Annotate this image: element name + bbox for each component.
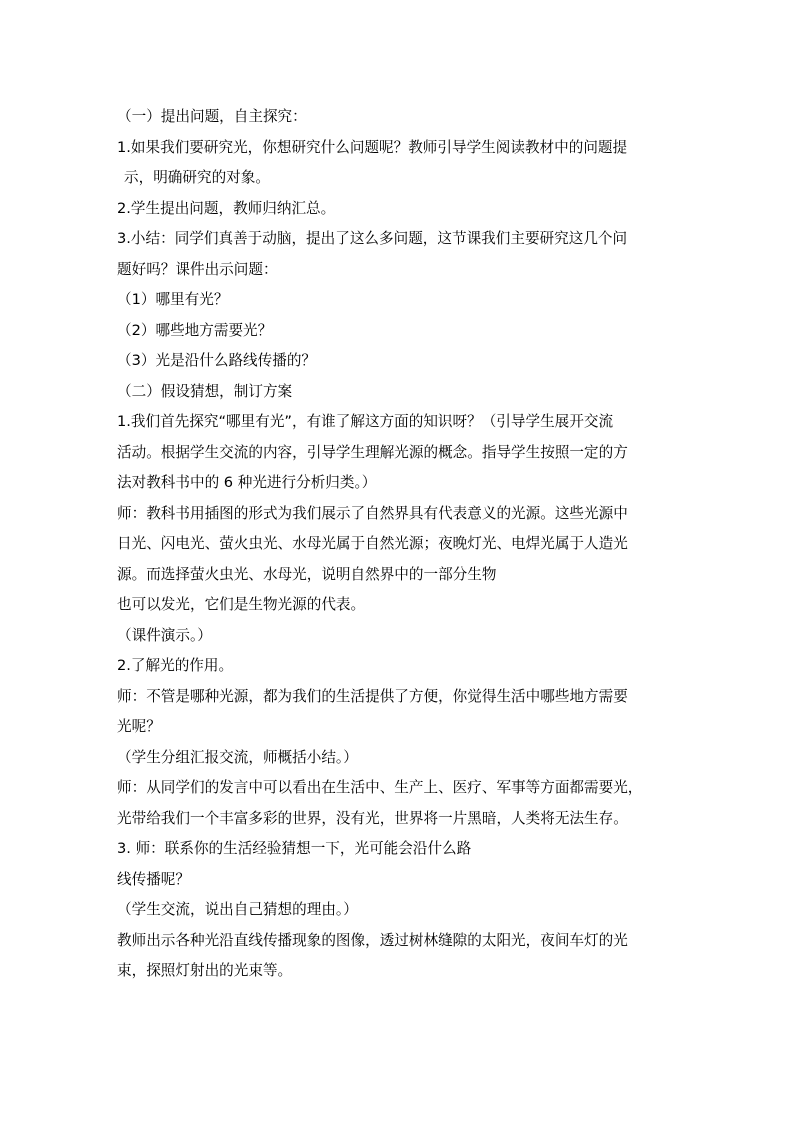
paragraph-line: 线传播呢？ <box>117 870 190 888</box>
paragraph-line: 示，明确研究的对象。 <box>124 169 270 186</box>
question-item: （1）哪里有光？ <box>117 291 229 308</box>
paragraph-line: 源。而选择萤火虫光、水母光，说明自然界中的一部分生物 <box>117 565 497 583</box>
paragraph-line: 活动。根据学生交流的内容，引导学生理解光源的概念。指导学生按照一定的方 <box>117 443 628 461</box>
section-heading-2: （二）假设猜想，制订方案 <box>117 382 293 400</box>
paragraph-line: 2.了解光的作用。 <box>117 657 234 674</box>
paragraph-line: 束，探照灯射出的光束等。 <box>117 962 293 979</box>
paragraph-line: 法对教科书中的 6 种光进行分析归类。） <box>117 474 377 491</box>
paragraph-line: 师：教科书用插图的形式为我们展示了自然界具有代表意义的光源。这些光源中 <box>117 504 628 522</box>
question-item: （3）光是沿什么路线传播的？ <box>117 352 317 369</box>
paragraph-line: 2.学生提出问题，教师归纳汇总。 <box>117 199 336 217</box>
paragraph-line: 师：从同学们的发言中可以看出在生活中、生产上、医疗、军事等方面都需要光， <box>117 779 643 796</box>
paragraph-line: 题好吗？课件出示问题： <box>117 260 278 278</box>
paragraph-line: （课件演示。） <box>117 626 212 644</box>
document-body <box>117 102 685 987</box>
section-heading-1: （一）提出问题，自主探究： <box>117 108 307 125</box>
paragraph-line: 也可以发光，它们是生物光源的代表。 <box>117 596 366 613</box>
paragraph-line: 1.我们首先探究“哪里有光”，有谁了解这方面的知识呀？（引导学生展开交流 <box>117 413 614 430</box>
paragraph-line: 师：不管是哪种光源，都为我们的生活提供了方便，你觉得生活中哪些地方需要 <box>117 687 628 705</box>
paragraph-line: 光带给我们一个丰富多彩的世界，没有光，世界将一片黑暗，人类将无法生存。 <box>117 809 628 827</box>
paragraph-line: 日光、闪电光、萤火虫光、水母光属于自然光源；夜晚灯光、电焊光属于人造光 <box>117 535 628 552</box>
paragraph-line: 3.小结：同学们真善于动脑，提出了这么多问题，这节课我们主要研究这几个问 <box>117 230 628 247</box>
paragraph-line: 光呢？ <box>117 718 161 735</box>
paragraph-line: （学生交流，说出自己猜想的理由。） <box>117 901 358 918</box>
paragraph-line: 3. 师：联系你的生活经验猜想一下，光可能会沿什么路 <box>117 840 472 857</box>
paragraph-line: （学生分组汇报交流，师概括小结。） <box>117 748 358 766</box>
paragraph-line: 1.如果我们要研究光，你想研究什么问题呢？教师引导学生阅读教材中的问题提 <box>117 138 628 156</box>
paragraph-line: 教师出示各种光沿直线传播现象的图像，透过树林缝隙的太阳光，夜间车灯的光 <box>117 931 628 949</box>
question-item: （2）哪些地方需要光？ <box>117 321 273 339</box>
